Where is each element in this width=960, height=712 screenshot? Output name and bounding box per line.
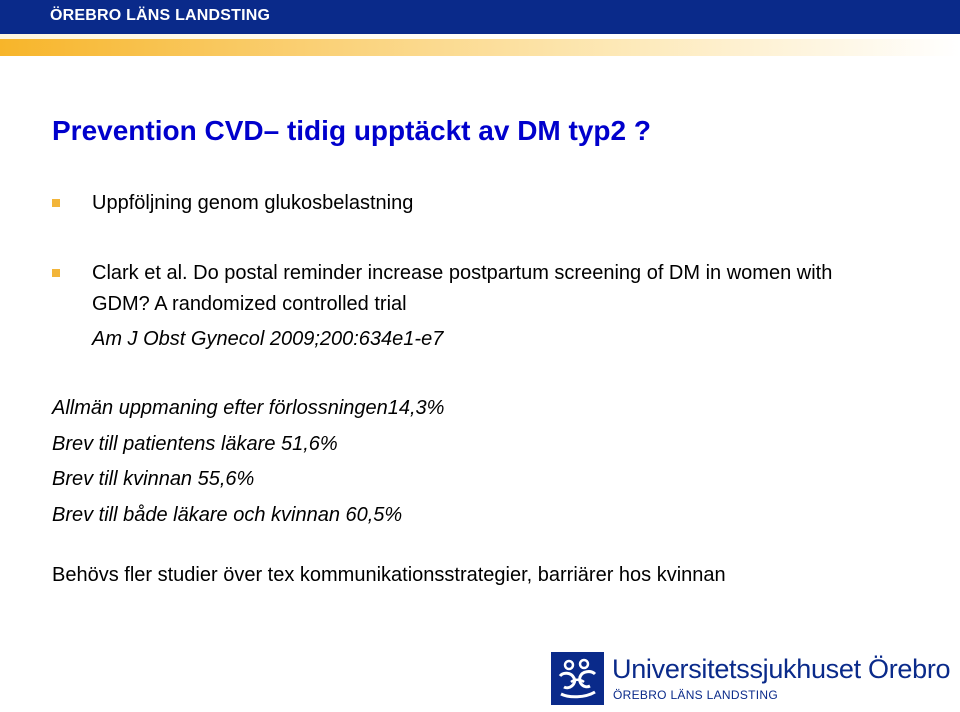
result-line: Allmän uppmaning efter förlossningen14,3% [52, 397, 445, 419]
result-line: Brev till kvinnan 55,6% [52, 468, 255, 490]
results-list [52, 391, 444, 533]
bullet-text: Clark et al. Do postal reminder increase postpartum screening of DM in women with GDM? A randomized controlled trial [92, 262, 833, 315]
bullet-citation: Am J Obst Gynecol 2009;200:634e1-e7 [92, 328, 444, 350]
result-line: Brev till både läkare och kvinnan 60,5% [52, 503, 403, 526]
result-line: Brev till patientens läkare 51,6% [52, 432, 338, 455]
header-bar [0, 0, 960, 34]
organization-name: ÖREBRO LÄNS LANDSTING [50, 7, 271, 24]
bullet-square-icon [52, 269, 60, 277]
bullet-text: Uppföljning genom glukosbelastning [92, 192, 414, 214]
orebro-emblem-icon [551, 652, 604, 705]
hospital-subtitle: ÖREBRO LÄNS LANDSTING [613, 688, 779, 702]
accent-stripe-highlight [0, 34, 960, 39]
bullet-item [52, 188, 852, 219]
hospital-name: Universitetssjukhuset Örebro [612, 654, 951, 684]
conclusion-text: Behövs fler studier över tex kommunikationsstrategier, barriärer hos kvinnan [52, 564, 726, 586]
bullet-square-icon [52, 199, 60, 207]
bullet-item [52, 258, 852, 355]
slide-title: Prevention CVD– tidig upptäckt av DM typ2 ? [52, 115, 651, 146]
